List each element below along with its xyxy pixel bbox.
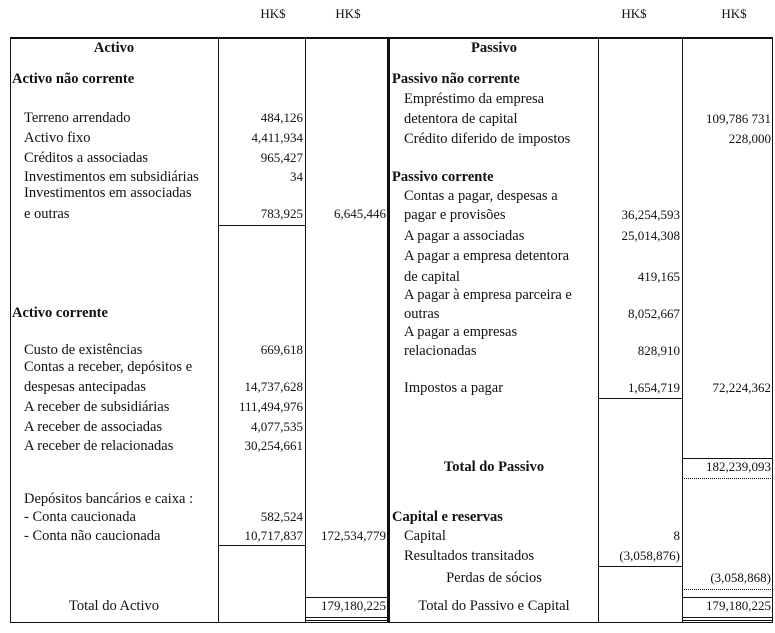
value-subtotal: 30,254,661 [244,438,303,453]
value-subtotal: 484,126 [260,110,303,125]
table-border-top [10,37,773,39]
value-subtotal: 1,654,719 [628,380,680,395]
column-heading: Activo [93,40,135,56]
column-divider [218,37,219,622]
currency-header: HK$ [335,6,361,21]
column-divider [682,37,683,622]
rule-line [682,589,773,590]
row-label: detentora de capital [404,111,518,127]
rule-line [598,398,682,399]
rule-line [305,597,388,598]
value-total: 179,180,225 [706,598,771,613]
row-label: Créditos a associadas [24,150,149,166]
row-label: de capital [404,269,460,285]
row-label: Terreno arrendado [24,110,131,126]
section-heading: Passivo não corrente [392,71,520,87]
value-subtotal: 965,427 [260,150,303,165]
value-total: 182,239,093 [706,459,771,474]
value-total: 6,645,446 [334,206,386,221]
value-subtotal: 8,052,667 [628,306,680,321]
value-subtotal: 828,910 [637,343,680,358]
section-heading: Capital e reservas [392,509,503,525]
row-label: A receber de relacionadas [24,438,174,454]
currency-header: HK$ [721,6,747,21]
row-label: Capital [404,528,446,544]
rule-line [305,620,388,621]
currency-header: HK$ [260,6,286,21]
row-label: Contas a pagar, despesas a [404,188,558,204]
row-label: A pagar à empresa parceira e [404,287,572,303]
row-label: Impostos a pagar [404,380,504,396]
rule-line [598,566,682,567]
rule-line [682,458,773,459]
rule-line [682,620,773,621]
row-label: despesas antecipadas [24,379,146,395]
row-label: Crédito diferido de impostos [404,131,571,147]
value-subtotal: 10,717,837 [244,528,303,543]
rule-line [682,617,773,618]
rule-line [682,478,773,479]
row-label: A pagar a empresa detentora [404,248,570,264]
value-subtotal: 419,165 [637,269,680,284]
row-label: Activo fixo [24,130,91,146]
table-border-right [772,37,773,622]
value-subtotal: 783,925 [260,206,303,221]
row-label: A receber de associadas [24,419,163,435]
value-subtotal: 111,494,976 [238,399,303,414]
row-label: A pagar a associadas [404,228,525,244]
section-heading: Activo não corrente [12,71,135,87]
row-label: Total do Activo [68,598,159,614]
column-divider [598,37,599,622]
value-total: 179,180,225 [321,598,386,613]
rule-line [305,617,388,618]
row-label: relacionadas [404,343,477,359]
section-heading: Activo corrente [12,305,108,321]
row-label: Contas a receber, depósitos e [24,359,193,375]
row-label: - Conta não caucionada [24,528,161,544]
row-label: e outras [24,206,70,222]
row-label: A pagar a empresas [404,324,518,340]
table-border-bottom [10,622,773,623]
value-subtotal: 4,411,934 [251,130,303,145]
rule-line [218,545,305,546]
row-label: Depósitos bancários e caixa : [24,491,194,507]
value-total: 172,534,779 [321,528,386,543]
center-divider [387,37,390,622]
value-total: 72,224,362 [712,380,771,395]
row-label: A receber de subsidiárias [24,399,170,415]
value-total: 109,786 731 [706,111,771,126]
rule-line [218,225,305,226]
section-heading: Passivo corrente [392,169,494,185]
row-label: Custo de existências [24,342,143,358]
value-subtotal: 14,737,628 [244,379,303,394]
row-label: outras [404,306,440,322]
value-subtotal: 669,618 [260,342,303,357]
row-label: Investimentos em associadas [24,185,192,201]
row-label: Resultados transitados [404,548,535,564]
value-total: (3,058,868) [710,570,771,585]
value-subtotal: (3,058,876) [619,548,680,563]
row-label: Total do Passivo [443,459,545,475]
value-total: 228,000 [728,131,771,146]
row-label: Total do Passivo e Capital [418,598,570,614]
row-label: Investimentos em subsidiárias [24,169,199,185]
row-label: pagar e provisões [404,207,506,223]
column-heading: Passivo [471,40,517,56]
rule-line [682,597,773,598]
row-label: Empréstimo da empresa [404,91,545,107]
row-label: Perdas de sócios [446,570,542,586]
currency-header: HK$ [621,6,647,21]
value-subtotal: 582,524 [260,509,303,524]
value-subtotal: 4,077,535 [251,419,303,434]
column-divider [305,37,306,622]
value-subtotal: 8 [673,528,680,543]
value-subtotal: 34 [290,169,303,184]
value-subtotal: 25,014,308 [621,228,680,243]
row-label: - Conta caucionada [24,509,136,525]
value-subtotal: 36,254,593 [621,207,680,222]
table-border-left [10,37,11,622]
